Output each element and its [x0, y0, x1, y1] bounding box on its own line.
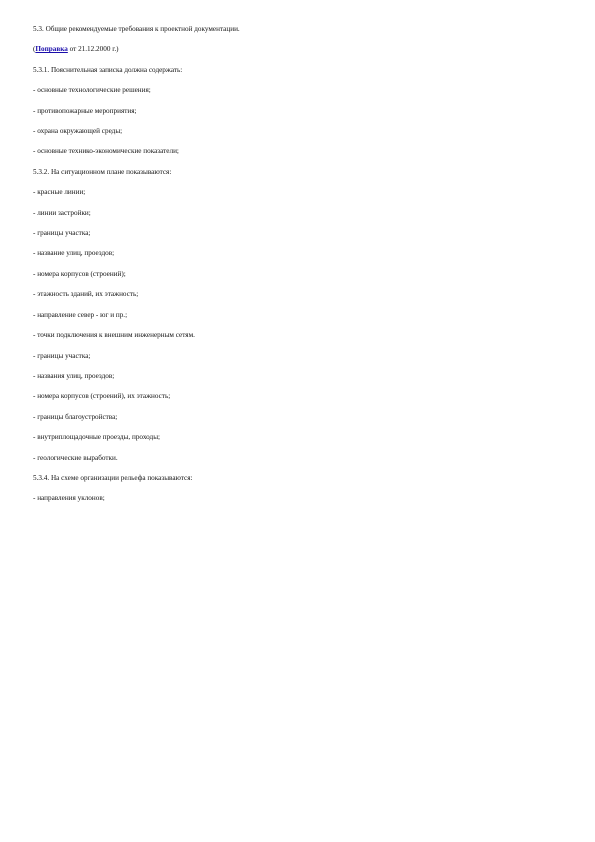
list-item: - направления уклонов; [33, 494, 105, 503]
list-item: - основные технико-экономические показатели; [33, 147, 179, 156]
list-item: - номера корпусов (строений), их этажность; [33, 392, 171, 401]
list-item: - красные линии; [33, 188, 86, 197]
list-item: - этажность зданий, их этажность; [33, 290, 139, 299]
list-item: - направление север - юг и пр.; [33, 310, 128, 319]
list-item: - границы благоустройства; [33, 412, 118, 421]
list-item: - внутриплощадочные проезды, проходы; [33, 433, 161, 442]
amendment-note: (Поправка от 21.12.2000 г.) [33, 45, 119, 54]
list-item: - геологические выработки. [33, 453, 118, 462]
list-item: - противопожарные мероприятия; [33, 106, 137, 115]
section-heading: 5.3. Общие рекомендуемые требования к проектной документации. [33, 25, 240, 33]
list-item: - охрана окружающей среды; [33, 127, 123, 136]
list-item: - названия улиц, проездов; [33, 371, 115, 380]
document-body [33, 14, 561, 515]
list-item: - название улиц, проездов; [33, 249, 115, 258]
list-item: - основные технологические решения; [33, 86, 151, 95]
list-item: - линии застройки; [33, 208, 91, 217]
list-item: - номера корпусов (строений); [33, 269, 126, 278]
list-item: - точки подключения к внешним инженерным сетям. [33, 331, 195, 340]
list-item: - границы участка; [33, 229, 91, 238]
section-heading: 5.3.4. На схеме организации рельефа показываются: [33, 473, 193, 482]
section-heading: 5.3.2. На ситуационном плане показываются: [33, 167, 172, 176]
amendment-link[interactable]: Поправка [35, 45, 68, 54]
list-item: - границы участка; [33, 351, 91, 360]
section-heading: 5.3.1. Пояснительная записка должна содержать: [33, 65, 183, 74]
